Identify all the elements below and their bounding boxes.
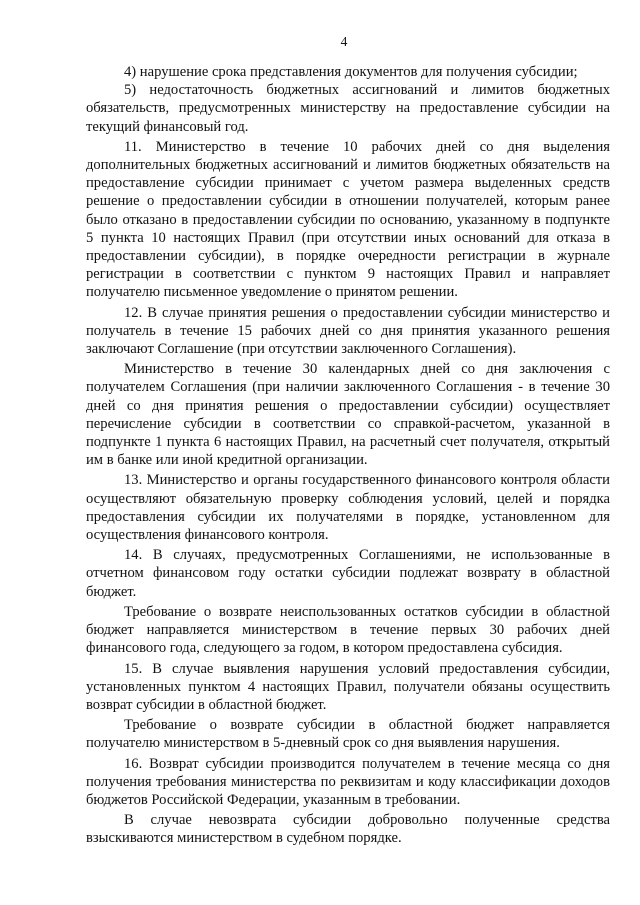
paragraph-14-requirement: Требование о возврате неиспользованных остатков субсидии в областной бюджет направляется министерством в течение первых 30 рабочих дней финансового года, следующего за годом, в котором предоставлена субсидия. (86, 603, 610, 657)
page-number: 4 (340, 34, 348, 49)
paragraph-15-requirement: Требование о возврате субсидии в областной бюджет направляется получателю министерством в 5-дневный срок со дня выявления нарушения. (86, 717, 610, 752)
paragraph-16-recovery: В случае невозврата субсидии добровольно полученные средства взыскиваются министерством в судебном порядке. (86, 812, 610, 847)
paragraph-12-transfer: Министерство в течение 30 календарных дней со дня заключения с получателем Соглашения (при наличии заключенного Соглашения - в течение 30 дней со дня принятия решения о предоставлении субсидии) осуществляет перечисление субсидии в соответствии со справкой-расчетом, указанной в подпункте 1 пункта 6 настоящих Правил, на расчетный счет получателя, открытый им в банке или иной кредитной организации. (86, 361, 610, 469)
paragraph-16: 16. Возврат субсидии производится получателем в течение месяца со дня получения требования министерства по реквизитам и коду классификации доходов бюджетов Российской Федерации, указанным в требовании. (86, 755, 610, 808)
paragraph-12: 12. В случае принятия решения о предоставлении субсидии министерство и получатель в течение 15 рабочих дней со дня принятия указанного решения заключают Соглашение (при отсутствии заключенного Соглашения). (86, 304, 610, 358)
paragraph-13: 13. Министерство и органы государственного финансового контроля области осуществляют обязательную проверку соблюдения условий, целей и порядка предоставления субсидии их получателями в порядке, установленном для осуществления финансового контроля. (86, 472, 610, 544)
paragraph-15: 15. В случае выявления нарушения условий предоставления субсидии, установленных пунктом 4 настоящих Правил, получатели обязаны осуществить возврат субсидии в областной бюджет. (86, 660, 610, 713)
paragraph-item-4: 4) нарушение срока представления документов для получения субсидии; (124, 64, 578, 80)
document-body (86, 63, 610, 848)
paragraph-11: 11. Министерство в течение 10 рабочих дней со дня выделения дополнительных бюджетных ассигнований и лимитов бюджетных обязательств на предоставление субсидии принимает с учетом размера выделенных средств решение о предоставлении субсидии в отношении получателей, которым ранее было отказано в предоставлении субсидии по основанию, указанному в подпункте 5 пункта 10 настоящих Правил (при отсутствии иных оснований для отказа в предоставлении субсидии), в порядке очередности регистрации в журнале регистрации в соответствии с пунктом 9 настоящих Правил и направляет получателю письменное уведомление о принятом решении. (86, 138, 610, 301)
paragraph-item-5: 5) недостаточность бюджетных ассигнований и лимитов бюджетных обязательств, предусмотренных министерству на предоставление субсидии на текущий финансовый год. (86, 82, 610, 135)
paragraph-14: 14. В случаях, предусмотренных Соглашениями, не использованные в отчетном финансовом году остатки субсидии подлежат возврату в областной бюджет. (86, 547, 610, 600)
